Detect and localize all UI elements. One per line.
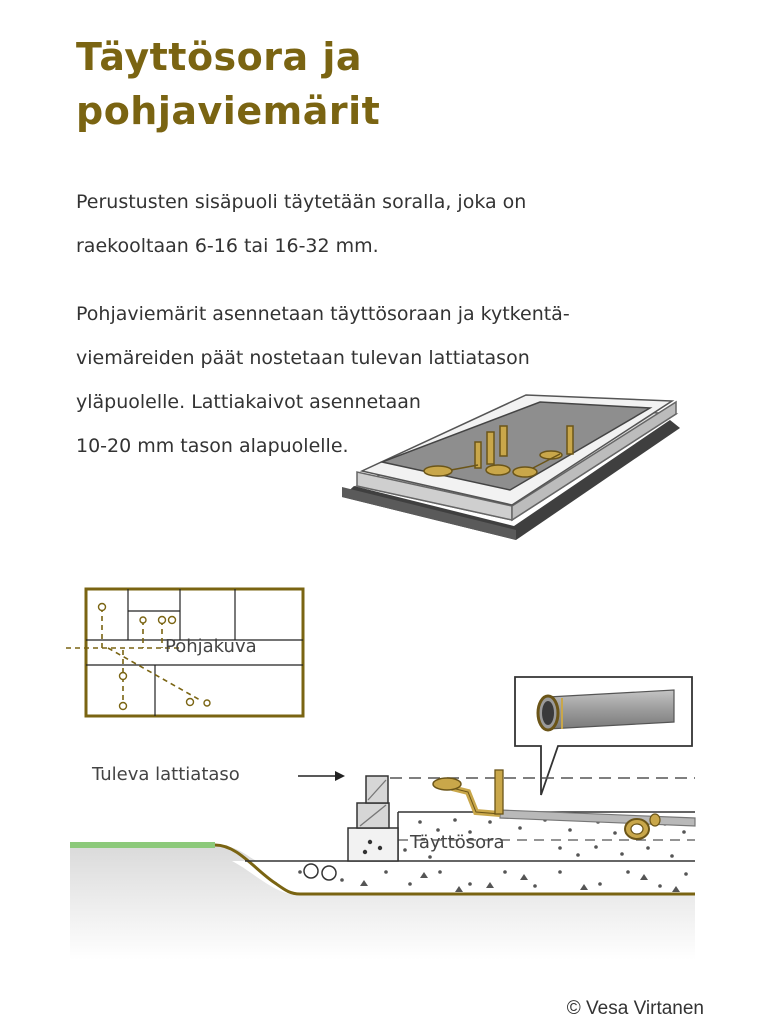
fill-gravel-label: Täyttösora [410,832,505,853]
title-line-1: Täyttösora ja [76,35,363,79]
paragraph-line: yläpuolelle. Lattiakaivot asennetaan [76,391,421,413]
paragraph-line: 10-20 mm tason alapuolelle. [76,435,349,457]
future-floor-level-label: Tuleva lattiataso [92,764,240,785]
paragraph-line: Pohjaviemärit asennetaan täyttösoraan ja kytkentä- [76,303,570,325]
copyright-notice: © Vesa Virtanen [566,998,704,1019]
paragraph-line: viemäreiden päät nostetaan tulevan lattiatason [76,347,530,369]
floor-plan-label: Pohjakuva [165,636,257,657]
foundation-3d-illustration [342,395,680,540]
floor-level-arrow [298,771,345,781]
cross-section [70,764,695,960]
floor-plan [66,589,303,716]
foundation-wall [348,776,398,861]
paragraph-line: raekooltaan 6-16 tai 16-32 mm. [76,235,379,257]
title-line-2: pohjaviemärit [76,89,381,133]
paragraph-line: Perustusten sisäpuoli täytetään soralla, joka on [76,191,527,213]
